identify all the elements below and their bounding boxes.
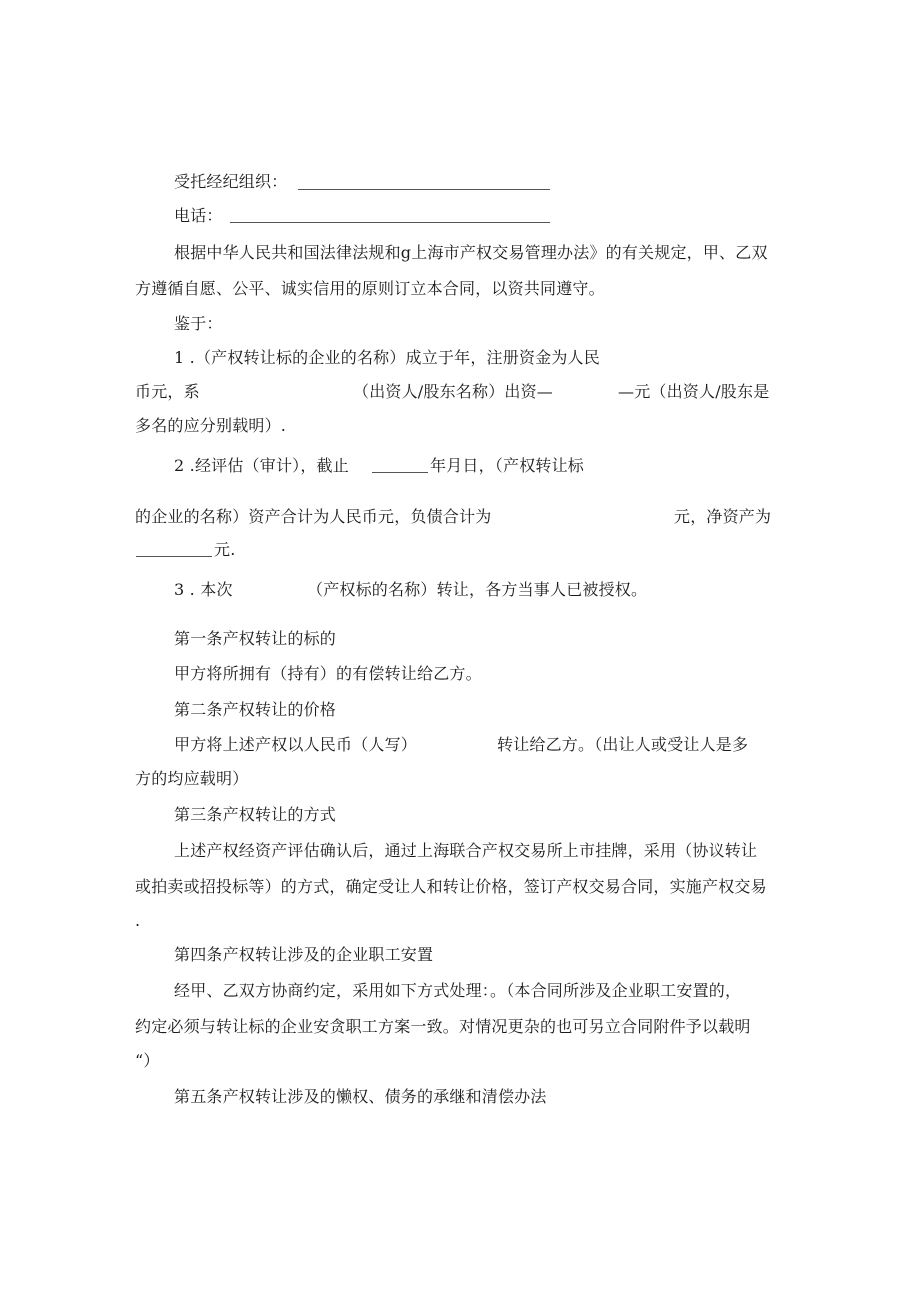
article4-line-1: 经甲、乙双方协商约定，采用如下方式处理：。（本合同所涉及企业职工安置的，: [174, 981, 742, 1000]
item1-line-1: 1 .（产权转让标的企业的名称）成立于年，注册资金为人民: [174, 348, 600, 367]
item3-a: 3 . 本次: [174, 580, 233, 599]
item1-line-2a: 币元，系: [135, 382, 200, 401]
article5-title: 第五条产权转让涉及的懒权、债务的承继和清偿办法: [174, 1087, 547, 1106]
preamble-line-2: 方遵循自愿、公平、诚实信用的原则订立本合同，以资共同遵守。: [135, 279, 605, 298]
article2-title: 第二条产权转让的价格: [174, 700, 337, 719]
item2-line-2a: 的企业的名称）资产合计为人民币元，负债合计为: [135, 507, 492, 526]
article3-line-3: .: [135, 911, 141, 930]
item2-line-2b: 元，净资产为: [674, 507, 772, 526]
item2-date-blank-line: [372, 472, 428, 473]
phone-label: 电话：: [174, 206, 223, 225]
article1-title: 第一条产权转让的标的: [174, 629, 337, 648]
article1-body: 甲方将所拥有（持有）的有偿转让给乙方。: [174, 664, 482, 683]
whereas-heading: 鉴于：: [174, 314, 223, 333]
item1-line-2b: （出资人/股东名称）出资—: [353, 382, 553, 401]
article4-title: 第四条产权转让涉及的企业职工安置: [174, 945, 434, 964]
item2-line-1b: 年月日，（产权转让标: [430, 456, 585, 475]
item2-line-1a: 2 .经评估（审计），截止: [174, 456, 349, 475]
article3-line-1: 上述产权经资产评估确认后，通过上海联合产权交易所上市挂牌，采用（协议转让: [174, 841, 758, 860]
article3-line-2: 或拍卖或招投标等）的方式，确定受让人和转让价格，签订产权交易合同，实施产权交易: [135, 877, 767, 896]
preamble-line-1: 根据中华人民共和国法律法规和g上海市产权交易管理办法》的有关规定，甲、乙双: [174, 243, 768, 262]
item2-line-3: 元.: [214, 540, 236, 559]
article4-line-3: “）: [135, 1051, 160, 1070]
article3-title: 第三条产权转让的方式: [174, 805, 337, 824]
item1-line-2c: —元（出资人/股东是: [618, 382, 770, 401]
article2-line-1a: 甲方将上述产权以人民币（人写）: [174, 735, 418, 754]
agency-blank-line: [298, 189, 550, 190]
phone-blank-line: [230, 222, 550, 223]
article4-line-2: 约定必须与转让标的企业安贪职工方案一致。对情况更杂的也可另立合同附件予以载明: [135, 1017, 751, 1036]
article2-line-2: 方的均应载明）: [135, 769, 249, 788]
net-assets-blank-line: [136, 556, 212, 557]
agency-label: 受托经纪组织：: [174, 172, 288, 191]
article2-line-1b: 转让给乙方。（出让人或受让人是多: [497, 735, 749, 754]
item3-b: （产权标的名称）转让，各方当事人已被授权。: [307, 580, 648, 599]
item1-line-3: 多名的应分别载明）.: [135, 416, 287, 435]
